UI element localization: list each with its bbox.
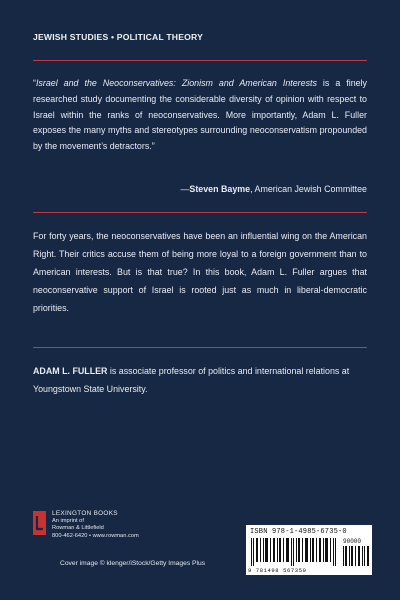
top-divider <box>33 60 367 61</box>
publisher-name: LEXINGTON BOOKS <box>52 510 118 517</box>
barcode-digits: 9 781498 567350 <box>248 567 307 574</box>
publisher-info <box>52 510 139 540</box>
quoted-book-title: Israel and the Neoconservatives: Zionism and American Interests <box>35 78 317 88</box>
author-name: ADAM L. FULLER <box>33 366 108 376</box>
author-bio-text: is associate professor of politics and international relations at Youngstown State University. <box>33 366 350 394</box>
attribution-dash: — <box>180 184 190 194</box>
author-bio <box>33 362 367 398</box>
addon-barcode-bars <box>342 546 370 566</box>
cover-credit: Cover image © klenger/iStock/Getty Images Plus <box>60 560 206 567</box>
middle-divider <box>33 212 367 213</box>
publisher-block <box>33 510 139 540</box>
parent-publisher: Rowman & Littlefield <box>52 525 104 532</box>
isbn-number: ISBN 978-1-4985-6735-0 <box>250 528 347 536</box>
lower-divider <box>33 347 367 348</box>
ean-barcode-bars <box>250 538 338 566</box>
endorser-affiliation: , American Jewish Committee <box>250 184 367 194</box>
endorsement-text: is a finely researched study documenting the considerable diversity of opinion with respect to Israel within the ranks of neoconservatives. More importantly, Adam L. Fuller exposes the many myths and stereotypes surrounding neoconservatism propounded by the movement’s detractors.” <box>33 78 367 152</box>
quote-open-mark: “ <box>33 78 36 88</box>
endorsement-attribution <box>181 182 367 197</box>
book-description: For forty years, the neoconservatives have been an influential wing on the American Right. Their critics accuse them of being more loyal to a foreign government than to American interests. But is that true? In this book, Adam L. Fuller argues that neoconservative support of Israel is rooted just as much in liberal-democratic priorities. <box>33 231 367 313</box>
barcode <box>246 525 372 575</box>
endorser-name: Steven Bayme <box>189 184 251 194</box>
publisher-contact: 800-462-6420 • www.rowman.com <box>52 532 139 539</box>
price-code: 90000 <box>343 538 362 545</box>
category-label: JEWISH STUDIES • POLITICAL THEORY <box>33 32 204 42</box>
lexington-logo-icon <box>33 511 46 535</box>
imprint-line: An imprint of <box>52 517 84 524</box>
endorsement-quote <box>33 76 367 155</box>
